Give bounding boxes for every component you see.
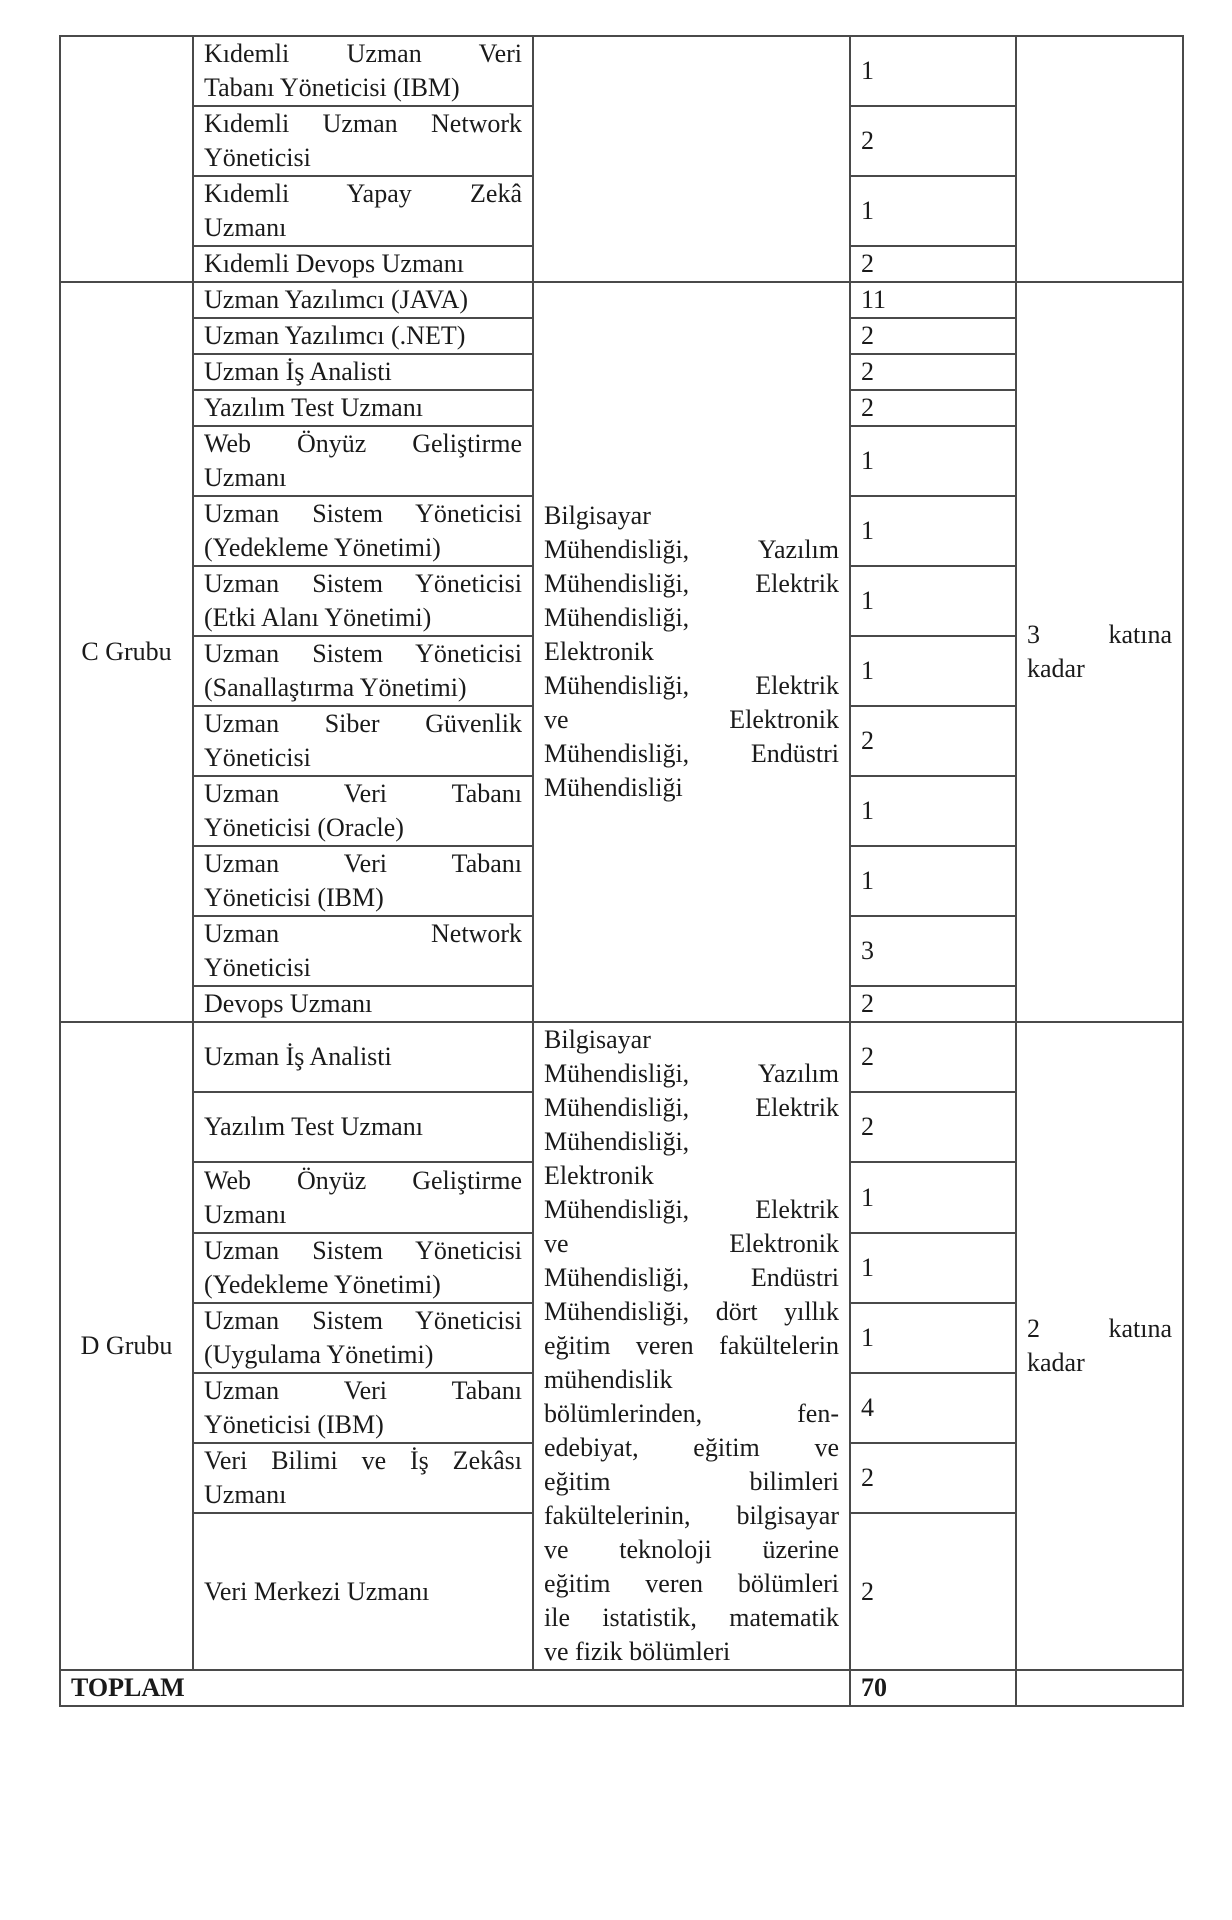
departments-cell-d — [533, 1022, 850, 1670]
department-line: ile istatistik, matematik — [544, 1603, 839, 1632]
department-line: Mühendisliği, Endüstri — [544, 739, 839, 768]
position-cell — [193, 1373, 533, 1443]
department-line: eğitim veren bölümleri — [544, 1569, 839, 1598]
total-label: TOPLAM — [60, 1670, 850, 1706]
position-line: Uzman Yazılımcı (JAVA) — [204, 285, 469, 314]
position-cell — [193, 1022, 533, 1092]
count-cell: 2 — [850, 1513, 1016, 1670]
group-name-d: D Grubu — [60, 1022, 193, 1670]
department-line: Mühendisliği, Endüstri — [544, 1263, 839, 1292]
position-cell — [193, 246, 533, 282]
position-line: Uzman Sistem Yöneticisi — [204, 569, 522, 598]
position-cell — [193, 176, 533, 246]
position-line: Uzmanı — [204, 1199, 287, 1229]
position-line: Yazılım Test Uzmanı — [204, 1112, 423, 1142]
position-cell — [193, 846, 533, 916]
department-line: Mühendisliği, — [544, 1127, 690, 1156]
position-line: Uzman İş Analisti — [204, 357, 392, 386]
position-line: (Sanallaştırma Yönetimi) — [204, 673, 467, 702]
position-line: Veri Merkezi Uzmanı — [204, 1576, 430, 1606]
department-line: Mühendisliği, dört yıllık — [544, 1297, 839, 1326]
group-name-c: C Grubu — [60, 282, 193, 1022]
position-cell — [193, 706, 533, 776]
position-line: Uzman Sistem Yöneticisi — [204, 639, 522, 668]
table-row — [60, 36, 1183, 106]
count-cell: 2 — [850, 354, 1016, 390]
position-line: (Etki Alanı Yönetimi) — [204, 603, 432, 632]
position-cell — [193, 1303, 533, 1373]
count-cell: 1 — [850, 36, 1016, 106]
department-line: Mühendisliği, Yazılım — [544, 535, 839, 564]
department-line: fakültelerinin, bilgisayar — [544, 1501, 839, 1530]
count-cell: 2 — [850, 106, 1016, 176]
staffing-table — [59, 35, 1184, 1707]
position-cell — [193, 916, 533, 986]
count-cell: 1 — [850, 566, 1016, 636]
position-line: Uzman İş Analisti — [204, 1042, 392, 1072]
position-cell — [193, 318, 533, 354]
position-cell — [193, 354, 533, 390]
department-line: Bilgisayar — [544, 501, 651, 530]
multiplier-line: kadar — [1027, 654, 1085, 683]
position-line: Uzman Sistem Yöneticisi — [204, 1305, 522, 1335]
position-line: Uzman Veri Tabanı — [204, 779, 522, 808]
count-cell: 2 — [850, 390, 1016, 426]
count-cell: 1 — [850, 176, 1016, 246]
multiplier-cell-d — [1016, 1022, 1183, 1670]
count-cell: 1 — [850, 1162, 1016, 1232]
position-line: Yöneticisi — [204, 953, 311, 982]
department-line: eğitim veren fakültelerin — [544, 1331, 839, 1360]
position-line: Uzman Siber Güvenlik — [204, 709, 522, 738]
department-line: Mühendisliği, Elektrik — [544, 1093, 839, 1122]
department-line: Bilgisayar — [544, 1025, 651, 1054]
position-cell — [193, 636, 533, 706]
position-cell — [193, 1162, 533, 1232]
position-cell — [193, 1233, 533, 1303]
position-line: Kıdemli Devops Uzmanı — [204, 249, 464, 278]
multiplier-cell-b — [1016, 36, 1183, 282]
position-cell — [193, 106, 533, 176]
position-line: Veri Bilimi ve İş Zekâsı — [204, 1446, 522, 1476]
table-row — [60, 282, 1183, 318]
count-cell: 1 — [850, 1303, 1016, 1373]
position-cell — [193, 776, 533, 846]
count-cell: 2 — [850, 986, 1016, 1022]
count-cell: 3 — [850, 916, 1016, 986]
position-line: Kıdemli Yapay Zekâ — [204, 179, 522, 208]
position-line: Uzman Veri Tabanı — [204, 1376, 522, 1406]
position-line: Web Önyüz Geliştirme — [204, 1165, 522, 1195]
position-line: (Yedekleme Yönetimi) — [204, 533, 441, 562]
position-line: Yöneticisi (IBM) — [204, 1410, 384, 1440]
count-cell: 2 — [850, 1022, 1016, 1092]
position-line: Uzman Network — [204, 919, 522, 948]
position-line: Uzman Sistem Yöneticisi — [204, 1235, 522, 1265]
position-cell — [193, 1513, 533, 1670]
count-cell: 4 — [850, 1373, 1016, 1443]
count-cell: 1 — [850, 496, 1016, 566]
count-cell: 1 — [850, 846, 1016, 916]
position-line: Uzman Yazılımcı (.NET) — [204, 321, 466, 350]
department-line: ve teknoloji üzerine — [544, 1535, 839, 1564]
position-cell — [193, 1443, 533, 1513]
department-line: edebiyat, eğitim ve — [544, 1433, 839, 1462]
position-cell — [193, 36, 533, 106]
total-value: 70 — [850, 1670, 1016, 1706]
group-cell-b — [60, 36, 193, 282]
count-cell: 1 — [850, 1233, 1016, 1303]
position-line: Kıdemli Uzman Network — [204, 109, 522, 138]
department-line: mühendislik — [544, 1365, 673, 1394]
multiplier-line: kadar — [1027, 1348, 1085, 1377]
position-line: Tabanı Yöneticisi (IBM) — [204, 73, 460, 102]
position-line: Kıdemli Uzman Veri — [204, 39, 522, 68]
position-line: Yöneticisi — [204, 743, 311, 772]
position-line: Yöneticisi — [204, 143, 311, 172]
count-cell: 1 — [850, 636, 1016, 706]
department-line: eğitim bilimleri — [544, 1467, 839, 1496]
department-line: ve fizik bölümleri — [544, 1637, 731, 1666]
department-line: Mühendisliği, Yazılım — [544, 1059, 839, 1088]
position-line: Uzman Sistem Yöneticisi — [204, 499, 522, 528]
department-line: Elektronik — [544, 637, 654, 666]
multiplier-line: 2 katına — [1027, 1314, 1172, 1343]
position-cell — [193, 390, 533, 426]
position-line: Yazılım Test Uzmanı — [204, 393, 423, 422]
position-line: Uzmanı — [204, 1480, 287, 1510]
position-line: Devops Uzmanı — [204, 989, 373, 1018]
department-line: Elektronik — [544, 1161, 654, 1190]
count-cell: 2 — [850, 246, 1016, 282]
position-line: (Uygulama Yönetimi) — [204, 1339, 434, 1369]
position-cell — [193, 1092, 533, 1162]
position-cell — [193, 566, 533, 636]
total-row — [60, 1670, 1183, 1706]
department-line: Mühendisliği, Elektrik — [544, 671, 839, 700]
department-line: Mühendisliği — [544, 773, 683, 802]
count-cell: 2 — [850, 706, 1016, 776]
position-line: Uzmanı — [204, 463, 287, 492]
department-line: Mühendisliği, Elektrik — [544, 1195, 839, 1224]
count-cell: 2 — [850, 1443, 1016, 1513]
position-line: Yöneticisi (IBM) — [204, 883, 384, 912]
position-cell — [193, 986, 533, 1022]
staffing-table-body — [60, 36, 1183, 1706]
position-cell — [193, 426, 533, 496]
table-row — [60, 1022, 1183, 1092]
departments-cell-c — [533, 282, 850, 1022]
total-empty-cell — [1016, 1670, 1183, 1706]
department-line: bölümlerinden, fen- — [544, 1399, 839, 1428]
position-line: Web Önyüz Geliştirme — [204, 429, 522, 458]
count-cell: 1 — [850, 776, 1016, 846]
position-line: Uzman Veri Tabanı — [204, 849, 522, 878]
department-line: ve Elektronik — [544, 705, 839, 734]
multiplier-cell-c — [1016, 282, 1183, 1022]
position-line: (Yedekleme Yönetimi) — [204, 1269, 441, 1299]
count-cell: 1 — [850, 426, 1016, 496]
position-cell — [193, 496, 533, 566]
count-cell: 11 — [850, 282, 1016, 318]
department-line: Mühendisliği, — [544, 603, 690, 632]
position-cell — [193, 282, 533, 318]
position-line: Uzmanı — [204, 213, 287, 242]
department-line: ve Elektronik — [544, 1229, 839, 1258]
position-line: Yöneticisi (Oracle) — [204, 813, 404, 842]
count-cell: 2 — [850, 318, 1016, 354]
departments-cell-b — [533, 36, 850, 282]
multiplier-line: 3 katına — [1027, 620, 1172, 649]
department-line: Mühendisliği, Elektrik — [544, 569, 839, 598]
count-cell: 2 — [850, 1092, 1016, 1162]
